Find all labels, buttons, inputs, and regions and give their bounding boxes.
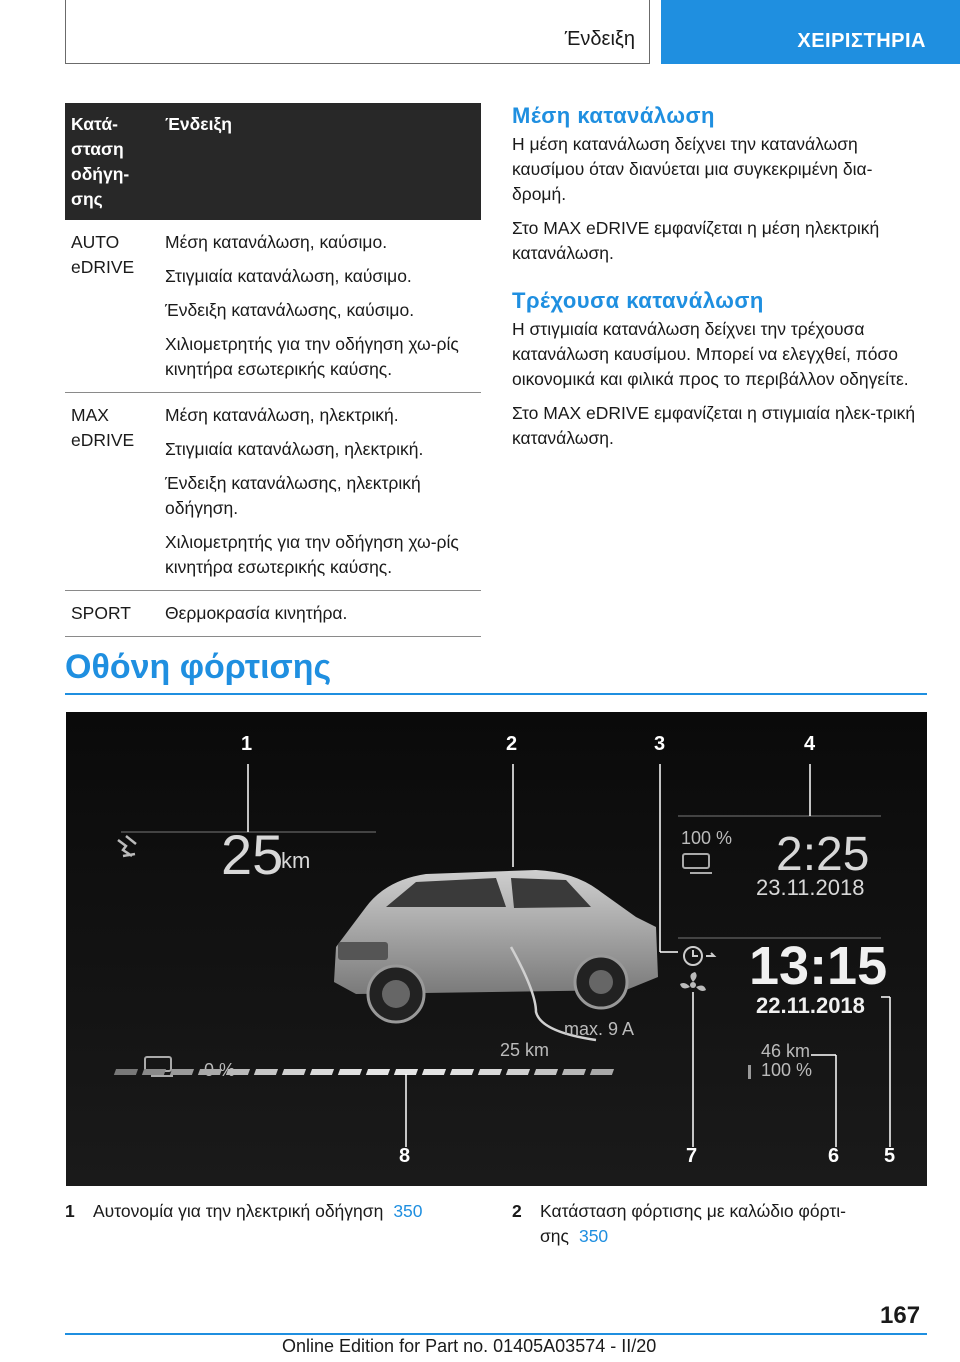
table-cell-mode: MAX eDRIVE xyxy=(65,393,159,591)
avg-consumption-para-2: Στο MAX eDRIVE εμφανίζεται η μέση ηλεκτρική κατανάλωση. xyxy=(512,218,880,263)
table-cell-item: Χιλιομετρητής για την οδήγηση χω-ρίς κινητήρα εσωτερικής καύσης. xyxy=(165,532,459,577)
charge-bar-segment xyxy=(534,1069,558,1075)
range-value: 25 xyxy=(221,823,284,886)
table-cell-item: Θερμοκρασία κινητήρα. xyxy=(165,603,348,623)
table-row xyxy=(65,591,481,637)
caption-1 xyxy=(65,1199,485,1229)
charge-bar-segment xyxy=(590,1069,614,1075)
table-header-mode: Κατά- σταση οδήγη- σης xyxy=(65,103,159,220)
callout-4: 4 xyxy=(804,733,816,755)
callout-8: 8 xyxy=(399,1145,411,1167)
bar-end-range: 46 km xyxy=(761,1041,811,1061)
caption-label-cont: σης xyxy=(540,1226,569,1246)
table-cell-item: Στιγμιαία κατανάλωση, ηλεκτρική. xyxy=(165,439,424,459)
table-cell-item: Χιλιομετρητής για την οδήγηση χω-ρίς κινητήρα εσωτερικής καύσης. xyxy=(165,334,459,379)
charge-bar-segment xyxy=(226,1069,250,1075)
section-title: Οθόνη φόρτισης xyxy=(65,648,332,686)
caption-label: Αυτονομία για την ηλεκτρική οδήγηση xyxy=(93,1201,384,1221)
caption-page-ref[interactable]: 350 xyxy=(578,1226,609,1246)
table-cell-display xyxy=(159,393,481,591)
charge-bar-end-marker xyxy=(748,1065,751,1079)
table-cell-item: Μέση κατανάλωση, καύσιμο. xyxy=(165,232,388,252)
drive-mode-table xyxy=(65,103,481,637)
table-cell-item: Ένδειξη κατανάλωσης, ηλεκτρική οδήγηση. xyxy=(165,473,421,518)
charge-bar-segment xyxy=(366,1069,390,1075)
target-percent: 100 % xyxy=(681,828,733,848)
callout-7: 7 xyxy=(686,1145,698,1167)
consumption-text-column xyxy=(512,103,922,460)
callout-6: 6 xyxy=(828,1145,840,1167)
charge-bar-segment xyxy=(170,1069,194,1075)
charge-bar-segment xyxy=(338,1069,362,1075)
charge-bar-segment xyxy=(450,1069,474,1075)
current-consumption-heading: Τρέχουσα κατανάλωση xyxy=(512,288,764,313)
charge-bar-segment xyxy=(198,1069,222,1075)
clock-time: 13:15 xyxy=(749,936,888,996)
table-row xyxy=(65,393,481,591)
charge-bar-segment xyxy=(506,1069,530,1075)
caption-2 xyxy=(512,1199,932,1255)
charge-bar-segment xyxy=(114,1069,138,1075)
caption-page-ref[interactable]: 350 xyxy=(393,1201,423,1221)
caption-number: 1 xyxy=(65,1201,75,1221)
avg-consumption-heading: Μέση κατανάλωση xyxy=(512,103,715,128)
bar-start-percent: % xyxy=(219,1060,236,1080)
callout-5: 5 xyxy=(884,1145,896,1167)
current-date: 22.11.2018 xyxy=(756,993,865,1018)
callout-2: 2 xyxy=(506,733,518,755)
table-cell-mode: SPORT xyxy=(65,591,159,637)
table-header-row xyxy=(65,103,481,220)
callout-3: 3 xyxy=(654,733,666,755)
caption-number: 2 xyxy=(512,1201,522,1221)
charge-bar-segment xyxy=(142,1069,166,1075)
charge-bar-segment xyxy=(254,1069,278,1075)
table-cell-item: Μέση κατανάλωση, ηλεκτρική. xyxy=(165,405,399,425)
table-cell-item: Στιγμιαία κατανάλωση, καύσιμο. xyxy=(165,266,412,286)
avg-consumption-para-1: Η μέση κατανάλωση δείχνει την κατανάλωση καυσίμου όταν διανύεται μια συγκεκριμένη δια-δρομή. xyxy=(512,134,873,204)
callout-1: 1 xyxy=(241,733,253,755)
caption-text xyxy=(93,1199,423,1224)
header-chapter-label: ΧΕΙΡΙΣΤΗΡΙΑ xyxy=(797,30,926,52)
current-consumption-para-1: Η στιγμιαία κατανάλωση δείχνει την τρέχουσα κατανάλωση καυσίμου. Μπορεί να ελεγχθεί, πόσο οικονομικά και φιλικά προς το περιβάλλον οδηγείτε. xyxy=(512,319,909,389)
table-cell-display xyxy=(159,591,481,637)
charge-bar-segment xyxy=(562,1069,586,1075)
charging-display-figure xyxy=(66,712,927,1186)
caption-text xyxy=(540,1199,846,1249)
page-number: 167 xyxy=(880,1302,921,1329)
bar-end-percent: 100 % xyxy=(761,1060,813,1080)
header-section-tab xyxy=(65,0,650,64)
footer-divider xyxy=(65,1333,927,1335)
time-remaining: 2:25 xyxy=(776,828,870,881)
table-cell-display xyxy=(159,220,481,393)
charge-bar-segment xyxy=(422,1069,446,1075)
header-chapter-tab xyxy=(661,0,960,64)
table-row xyxy=(65,220,481,393)
bar-mid-range: 25 km xyxy=(500,1040,550,1060)
range-unit: km xyxy=(281,848,311,873)
table-cell-item: Ένδειξη κατανάλωσης, καύσιμο. xyxy=(165,300,415,320)
charge-bar-segment xyxy=(478,1069,502,1075)
caption-label: Κατάσταση φόρτισης με καλώδιο φόρτι- xyxy=(540,1201,846,1221)
charge-end-date: 23.11.2018 xyxy=(756,875,865,900)
header-section-label: Ένδειξη xyxy=(564,28,635,50)
charge-bar-segment xyxy=(310,1069,334,1075)
charging-current-limit: max. 9 A xyxy=(564,1019,635,1039)
footer-edition: Online Edition for Part no. 01405A03574 - II/20 xyxy=(282,1336,657,1356)
section-divider xyxy=(65,693,927,695)
table-header-display: Ένδειξη xyxy=(159,103,481,220)
table-cell-mode: AUTO eDRIVE xyxy=(65,220,159,393)
current-consumption-para-2: Στο MAX eDRIVE εμφανίζεται η στιγμιαία ηλεκ-τρική κατανάλωση. xyxy=(512,403,916,448)
charge-bar-segment xyxy=(282,1069,306,1075)
